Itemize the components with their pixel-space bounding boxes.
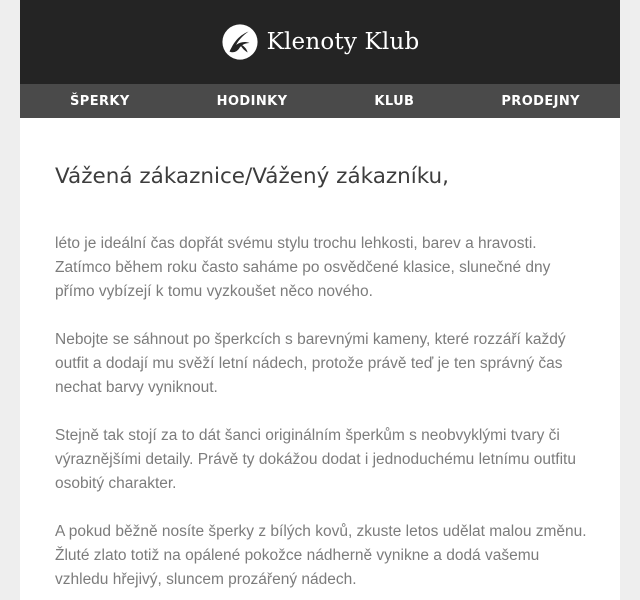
nav-item-prodejny[interactable]: PRODEJNY (501, 93, 580, 109)
nav-item-sperky[interactable]: ŠPERKY (70, 93, 130, 109)
email-body (20, 118, 620, 592)
paragraph-yellow-gold: A pokud běžně nosíte šperky z bílých kovů, zkuste letos udělat malou změnu. Žluté zlato totiž na opálené pokožce nádherně vynikne a dodá vašemu vzhledu hřejivý, sluncem prozářený nádech. (55, 523, 587, 588)
paragraph-colored-stones: Nebojte se sáhnout po šperkcích s barevnými kameny, které rozzáří každý outfit a dodají mu svěží letní nádech, protože právě teď je ten správný čas nechat barvy vyniknout. (55, 331, 566, 396)
nav-item-klub[interactable]: KLUB (374, 93, 415, 109)
klenoty-logo-icon (221, 23, 259, 61)
main-nav (20, 84, 620, 118)
brand-name: Klenoty Klub (266, 29, 420, 55)
nav-item-hodinky[interactable]: HODINKY (216, 93, 288, 109)
paragraph-original-shapes: Stejně tak stojí za to dát šanci originálním šperkům s neobvyklými tvary či výraznějšími detaily. Právě ty dokážou dodat i jednoduchému letnímu outfitu osobitý charakter. (55, 427, 576, 492)
header (20, 0, 620, 84)
brand-logo-link[interactable] (221, 23, 420, 61)
greeting-heading: Vážená zákaznice/Vážený zákazníku, (55, 164, 450, 189)
paragraph-intro: léto je ideální čas dopřát svému stylu trochu lehkosti, barev a hravosti. Zatímco během roku často saháme po osvědčené klasice, slunečné dny přímo vybízejí k tomu vyzkoušet něco nového. (55, 235, 551, 300)
email-container (20, 0, 620, 600)
